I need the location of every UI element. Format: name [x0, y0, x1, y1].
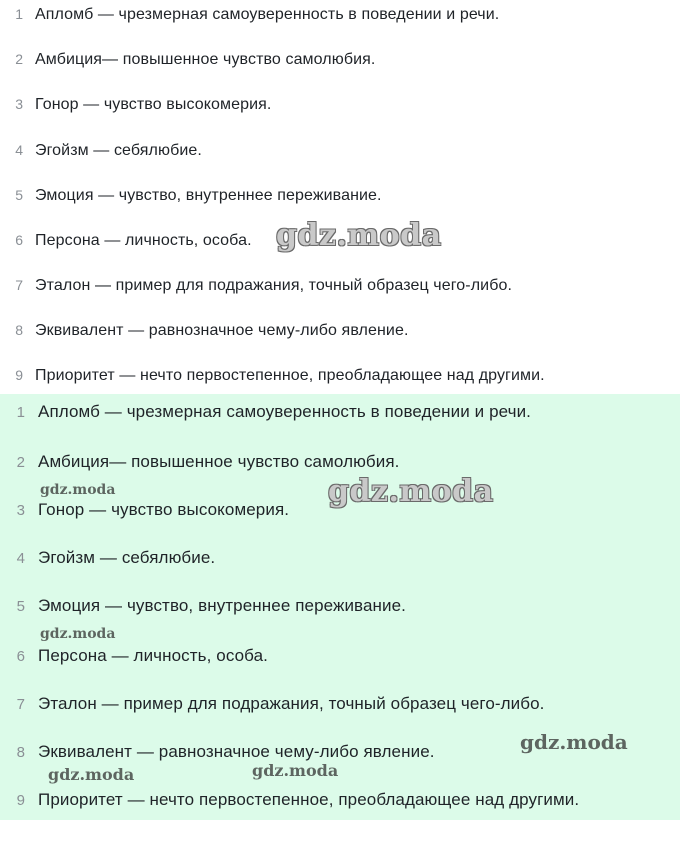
- line-number: 4: [15, 142, 23, 158]
- line-number: 6: [16, 648, 25, 665]
- definition-text: Гонор — чувство высокомерия.: [38, 500, 290, 519]
- line-number: 8: [15, 322, 23, 338]
- list-item: [0, 402, 680, 422]
- line-number: 3: [15, 96, 23, 112]
- definition-text: Персона — личность, особа.: [35, 232, 252, 249]
- list-item: [0, 232, 680, 250]
- definition-text: Приоритет — нечто первостепенное, преобладающее над другими.: [35, 367, 545, 384]
- definition-text: Эгойзм — себялюбие.: [38, 548, 216, 567]
- watermark-small: gdz.moda: [520, 730, 628, 754]
- definition-text: Эквивалент — равнозначное чему-либо явление.: [38, 742, 435, 761]
- definition-text: Эмоция — чувство, внутреннее переживание.: [38, 596, 407, 615]
- definition-text: Приоритет — нечто первостепенное, преобладающее над другими.: [38, 790, 580, 809]
- watermark-small: gdz.moda: [48, 765, 135, 784]
- line-number: 9: [15, 367, 23, 383]
- list-item: [0, 367, 680, 385]
- line-number: 3: [16, 502, 25, 519]
- list-item: [0, 96, 680, 114]
- line-number: 4: [16, 550, 25, 567]
- line-number: 5: [16, 598, 25, 615]
- list-item: [0, 277, 680, 295]
- line-number: 1: [15, 6, 23, 22]
- definition-text: Апломб — чрезмерная самоуверенность в поведении и речи.: [38, 402, 532, 421]
- definition-text: Эталон — пример для подражания, точный образец чего-либо.: [35, 277, 513, 294]
- list-item: [0, 6, 680, 24]
- list-item: [0, 596, 680, 616]
- watermark-logo: gdz.moda: [276, 218, 442, 253]
- watermark-small: gdz.moda: [252, 761, 339, 780]
- list-item: [0, 646, 680, 666]
- list-item: [0, 742, 680, 762]
- list-item: [0, 51, 680, 69]
- definition-text: Эгойзм — себялюбие.: [35, 142, 202, 159]
- plain-list: [0, 0, 680, 394]
- line-number: 2: [15, 51, 23, 67]
- highlighted-list: [0, 394, 680, 820]
- definition-text: Эмоция — чувство, внутреннее переживание.: [35, 187, 382, 204]
- line-number: 7: [15, 277, 23, 293]
- list-item: [0, 187, 680, 205]
- line-number: 9: [16, 792, 25, 809]
- line-number: 2: [16, 454, 25, 471]
- list-item: [0, 790, 680, 810]
- line-number: 5: [15, 187, 23, 203]
- list-item: [0, 322, 680, 340]
- list-item: [0, 548, 680, 568]
- list-item: [0, 500, 680, 520]
- line-number: 8: [16, 744, 25, 761]
- watermark-small: gdz.moda: [40, 626, 116, 642]
- definition-text: Апломб — чрезмерная самоуверенность в поведении и речи.: [35, 6, 500, 23]
- line-number: 7: [16, 696, 25, 713]
- list-item: [0, 694, 680, 714]
- definition-text: Амбиция— повышенное чувство самолюбия.: [35, 51, 376, 68]
- definition-text: Персона — личность, особа.: [38, 646, 268, 665]
- definition-text: Эталон — пример для подражания, точный образец чего-либо.: [38, 694, 545, 713]
- list-item: [0, 452, 680, 472]
- watermark-small: gdz.moda: [40, 482, 116, 498]
- line-number: 1: [16, 404, 25, 421]
- definition-text: Эквивалент — равнозначное чему-либо явление.: [35, 322, 409, 339]
- line-number: 6: [15, 232, 23, 248]
- definition-text: Амбиция— повышенное чувство самолюбия.: [38, 452, 400, 471]
- definition-text: Гонор — чувство высокомерия.: [35, 96, 272, 113]
- watermark-logo: gdz.moda: [328, 474, 494, 509]
- list-item: [0, 142, 680, 160]
